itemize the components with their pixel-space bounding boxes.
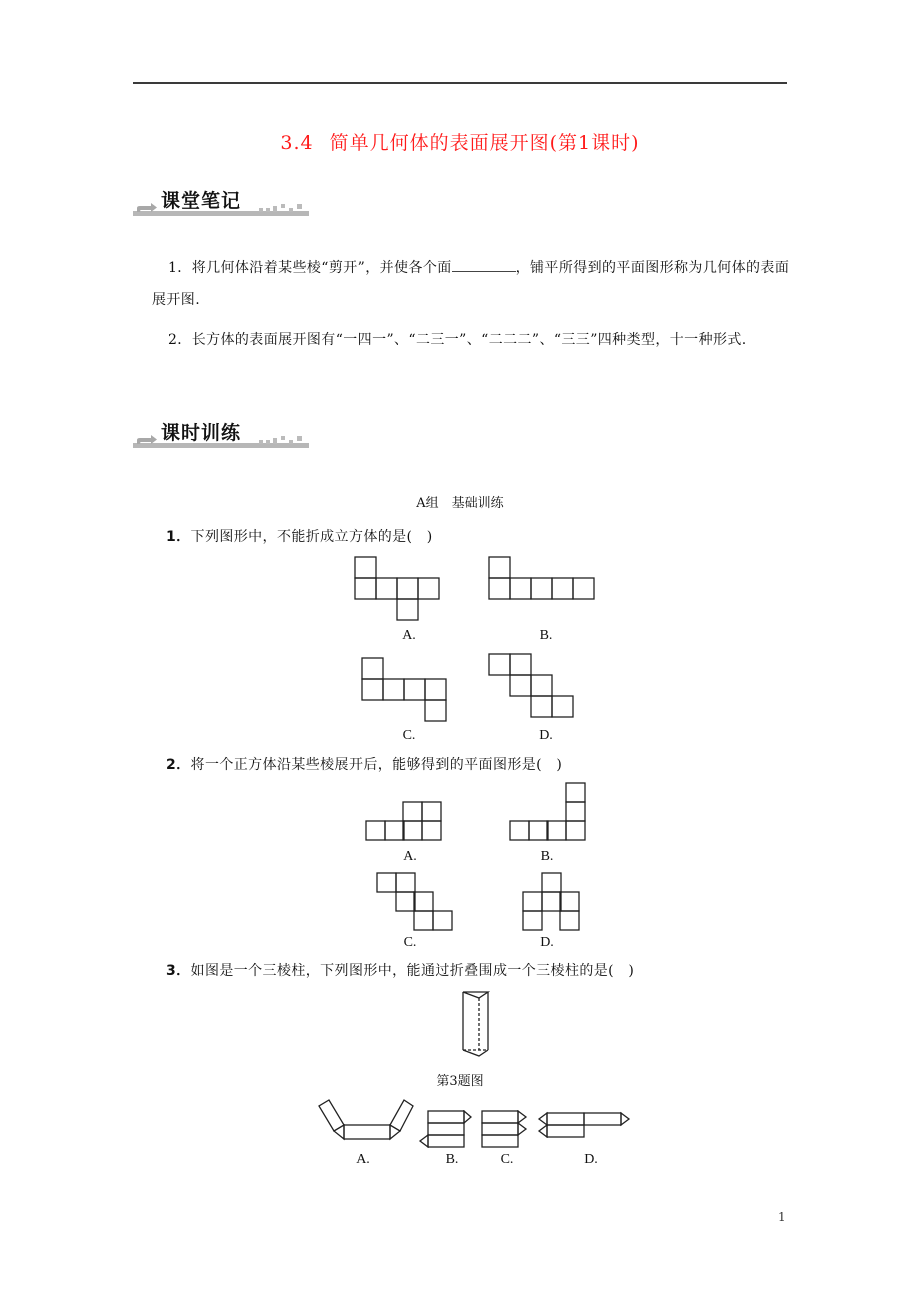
- q3-option-b-label[interactable]: B.: [445, 1152, 459, 1167]
- q3-option-a-figure: [316, 1098, 416, 1148]
- title-text: 简单几何体的表面展开图(第1课时): [329, 132, 640, 154]
- q1-option-d-label[interactable]: D.: [539, 728, 553, 743]
- q3-option-b-figure: [418, 1110, 473, 1148]
- figure-caption: 第3题图: [436, 1074, 484, 1089]
- header-rule: [133, 82, 787, 84]
- q2-option-a-label[interactable]: A.: [403, 849, 417, 864]
- group-label: A组 基础训练: [416, 496, 504, 511]
- section-heading-label: 课堂笔记: [161, 190, 242, 212]
- q2-option-b-figure: [509, 782, 589, 844]
- q1-option-c-label[interactable]: C.: [402, 728, 416, 743]
- note-item-1: [152, 252, 792, 316]
- q1-option-b-label[interactable]: B.: [539, 628, 553, 643]
- note-text: ，铺平所得到的平面图形称为几何体的表面展开图.: [152, 260, 790, 308]
- q2-option-b-label[interactable]: B.: [540, 849, 554, 864]
- decorative-dots-icon: [259, 204, 309, 212]
- q2-option-c-label[interactable]: C.: [403, 935, 417, 950]
- section-heading-notes: [133, 188, 313, 218]
- q3-option-d-figure: [537, 1110, 637, 1138]
- note-item-2: [152, 324, 792, 356]
- arrow-icon: [137, 203, 157, 212]
- page-title: [0, 128, 920, 155]
- q1-option-a-figure: [354, 556, 444, 624]
- q2-option-d-label[interactable]: D.: [540, 935, 554, 950]
- q2-option-a-figure: [365, 801, 445, 843]
- q3-option-d-label[interactable]: D.: [584, 1152, 598, 1167]
- q1-option-d-figure: [488, 653, 578, 723]
- question-1: [166, 526, 433, 546]
- question-text: 下列图形中，不能折成立方体的是( ): [190, 529, 433, 545]
- question-number: 2．: [166, 757, 191, 773]
- arrow-icon: [137, 435, 157, 444]
- q2-option-c-figure: [376, 872, 456, 934]
- q3-option-c-figure: [480, 1110, 530, 1148]
- q2-option-d-figure: [522, 872, 584, 934]
- decorative-dots-icon: [259, 436, 309, 444]
- question-3: [166, 960, 634, 980]
- title-number: 3.4: [280, 132, 314, 154]
- q1-option-a-label[interactable]: A.: [402, 628, 416, 643]
- section-heading-label: 课时训练: [161, 422, 242, 444]
- question-number: 1．: [166, 529, 191, 545]
- q3-option-a-label[interactable]: A.: [356, 1152, 370, 1167]
- question-text: 将一个正方体沿某些棱展开后，能够得到的平面图形是( ): [190, 757, 563, 773]
- q3-option-c-label[interactable]: C.: [500, 1152, 514, 1167]
- fill-in-blank[interactable]: [452, 257, 516, 272]
- question-2: [166, 754, 562, 774]
- note-text: 1．将几何体沿着某些棱“剪开”，并使各个面: [168, 260, 452, 276]
- q1-option-c-figure: [361, 657, 451, 725]
- question-number: 3．: [166, 963, 191, 979]
- triangular-prism-figure: [460, 990, 494, 1058]
- note-text: 2．长方体的表面展开图有“一四一”、“二三一”、“二二二”、“三三”四种类型，十一种形式.: [168, 332, 747, 348]
- section-heading-practice: [133, 420, 313, 450]
- q1-option-b-figure: [488, 556, 600, 604]
- page-number: 1: [778, 1210, 786, 1224]
- question-text: 如图是一个三棱柱，下列图形中，能通过折叠围成一个三棱柱的是( ): [190, 963, 635, 979]
